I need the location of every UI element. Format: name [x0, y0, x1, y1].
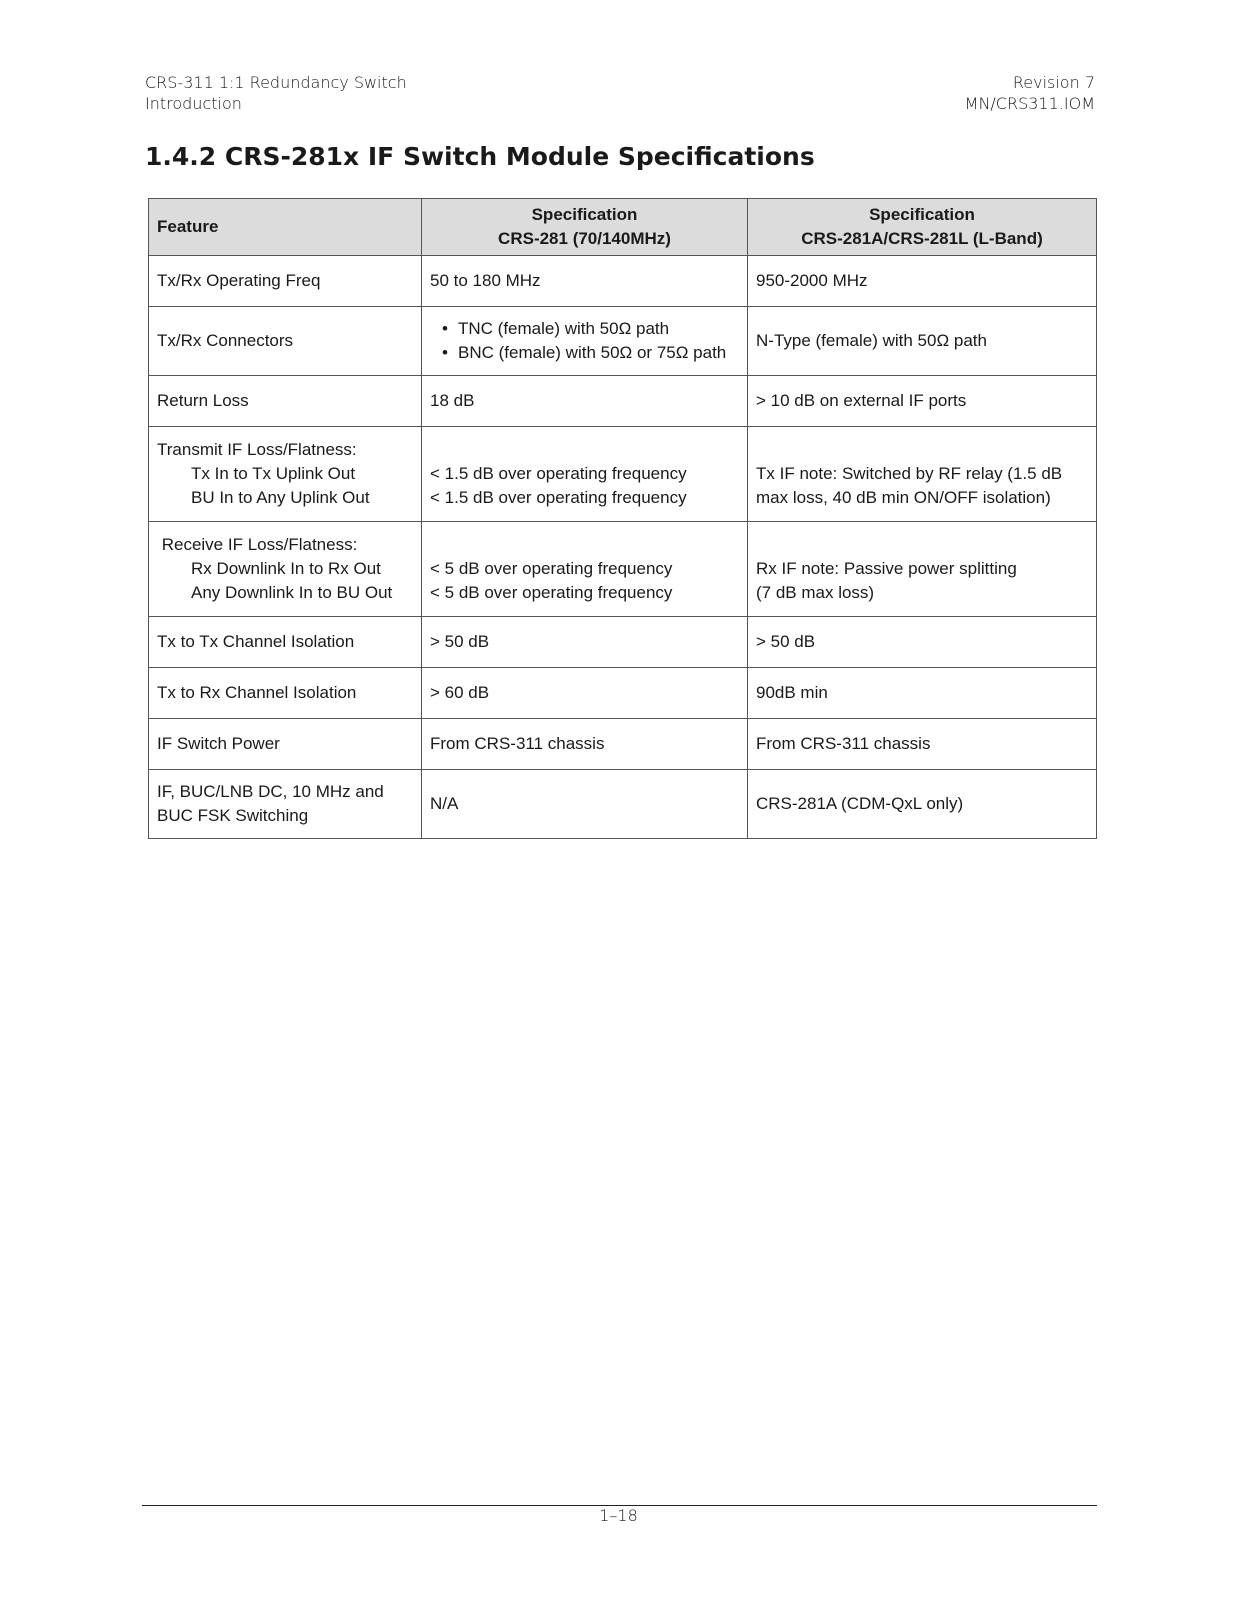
- header-spec-crs281a: [748, 199, 1097, 256]
- crs281a-cell: [748, 427, 1097, 522]
- crs281-cell: > 50 dB: [422, 617, 748, 668]
- feature-title: Transmit IF Loss/Flatness:: [157, 440, 357, 459]
- header-feature: Feature: [149, 199, 422, 256]
- feature-sub: Rx Downlink In to Rx Out: [191, 559, 381, 578]
- crs281a-cell: CRS-281A (CDM-QxL only): [748, 770, 1097, 839]
- crs281-cell: [422, 307, 748, 376]
- value-line: max loss, 40 dB min ON/OFF isolation): [756, 488, 1051, 507]
- connector-list: [430, 317, 739, 365]
- feature-cell: Tx/Rx Operating Freq: [149, 256, 422, 307]
- header-model-label: CRS-281A/CRS-281L (L-Band): [801, 229, 1043, 248]
- list-item: • BNC (female) with 50Ω or 75Ω path: [442, 341, 739, 365]
- table-header-row: [149, 199, 1097, 256]
- feature-cell: [149, 522, 422, 617]
- feature-sub: BU In to Any Uplink Out: [191, 488, 370, 507]
- feature-cell: Tx/Rx Connectors: [149, 307, 422, 376]
- value-line: Tx IF note: Switched by RF relay (1.5 dB: [756, 464, 1063, 483]
- crs281-cell: N/A: [422, 770, 748, 839]
- value-line: < 5 dB over operating frequency: [430, 559, 673, 578]
- crs281a-cell: 90dB min: [748, 668, 1097, 719]
- value-line: < 1.5 dB over operating frequency: [430, 464, 687, 483]
- value-line: < 1.5 dB over operating frequency: [430, 488, 687, 507]
- feature-cell: IF Switch Power: [149, 719, 422, 770]
- table-row: [149, 376, 1097, 427]
- manual-title: CRS-311 1:1 Redundancy Switch: [145, 73, 407, 92]
- feature-sub: Tx In to Tx Uplink Out: [191, 464, 356, 483]
- feature-cell: Tx to Rx Channel Isolation: [149, 668, 422, 719]
- table-row: [149, 617, 1097, 668]
- crs281a-cell: [748, 522, 1097, 617]
- section-title: 1.4.2 CRS-281x IF Switch Module Specifications: [145, 142, 815, 171]
- table-row: [149, 256, 1097, 307]
- feature-line: IF, BUC/LNB DC, 10 MHz and: [157, 782, 384, 801]
- feature-cell: [149, 770, 422, 839]
- value-line: (7 dB max loss): [756, 583, 875, 602]
- crs281a-cell: 950-2000 MHz: [748, 256, 1097, 307]
- header-spec-crs281: [422, 199, 748, 256]
- value-line: < 5 dB over operating frequency: [430, 583, 673, 602]
- crs281-cell: 18 dB: [422, 376, 748, 427]
- table-row: [149, 427, 1097, 522]
- spec-table: [148, 198, 1097, 839]
- table-row: [149, 668, 1097, 719]
- feature-cell: Return Loss: [149, 376, 422, 427]
- crs281-cell: From CRS-311 chassis: [422, 719, 748, 770]
- table-row: [149, 307, 1097, 376]
- header-model-label: CRS-281 (70/140MHz): [498, 229, 671, 248]
- feature-cell: [149, 427, 422, 522]
- page-number: 1–18: [599, 1506, 638, 1525]
- feature-title: Receive IF Loss/Flatness:: [157, 535, 358, 554]
- table-row: [149, 770, 1097, 839]
- crs281a-cell: > 10 dB on external IF ports: [748, 376, 1097, 427]
- feature-line: BUC FSK Switching: [157, 806, 309, 825]
- crs281-cell: [422, 427, 748, 522]
- chapter-name: Introduction: [145, 94, 242, 113]
- crs281a-cell: N-Type (female) with 50Ω path: [748, 307, 1097, 376]
- feature-cell: Tx to Tx Channel Isolation: [149, 617, 422, 668]
- list-item: • TNC (female) with 50Ω path: [442, 317, 739, 341]
- table-row: [149, 522, 1097, 617]
- crs281-cell: 50 to 180 MHz: [422, 256, 748, 307]
- crs281-cell: [422, 522, 748, 617]
- running-header-right: [965, 72, 1095, 114]
- feature-sub: Any Downlink In to BU Out: [191, 583, 393, 602]
- header-spec-label: Specification: [531, 205, 638, 224]
- value-line: Rx IF note: Passive power splitting: [756, 559, 1017, 578]
- crs281a-cell: From CRS-311 chassis: [748, 719, 1097, 770]
- document-id: MN/CRS311.IOM: [964, 94, 1095, 113]
- crs281a-cell: > 50 dB: [748, 617, 1097, 668]
- header-spec-label: Specification: [869, 205, 975, 224]
- revision-label: Revision 7: [1012, 73, 1095, 92]
- table-row: [149, 719, 1097, 770]
- crs281-cell: > 60 dB: [422, 668, 748, 719]
- running-header-left: [145, 72, 407, 114]
